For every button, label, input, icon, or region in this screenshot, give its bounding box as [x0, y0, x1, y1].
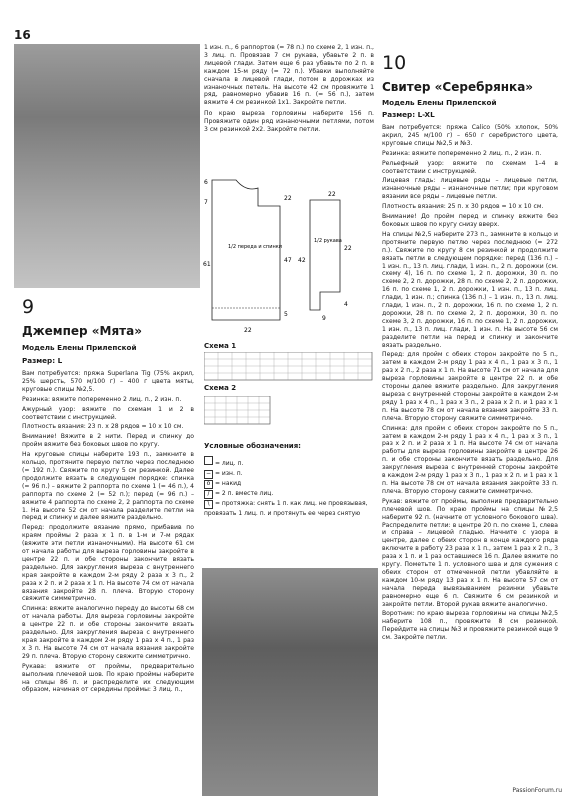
pattern-number-9: 9: [22, 296, 35, 318]
knit-symbol-icon: [204, 456, 213, 465]
paragraph: Вам потребуется: пряжа Calico (50% хлопок, 50% акрил, 245 м/100 г) – 650 г серебристого цвета, круговые спицы №2,5 и №3.: [382, 124, 558, 147]
paragraph: Спинка: для пройм с обеих сторон закройте по 5 п., затем в каждом 2-м ряду 1 раз х 4 п., 1 раз х 3 п., 1 раз х 2 п. и 2 раза х 1 п. На высоте 74 см от начала работы для выреза горловины закройте в центре 26 п. и обе стороны закончите вязать раздельно. Для закругления выреза с внутренней стороны закройте в каждом 2-м ряду 1 раз х 3 п., 1 раз х 2 п. и 1 раз х 1 п. На высоте 78 см от начала вязания закройте 33 п. плеча. Вторую сторону свяжите симметрично.: [382, 424, 558, 495]
right-instructions: [382, 124, 558, 642]
legend-item: = лиц. п.: [204, 456, 376, 469]
k2tog-symbol-icon: /: [204, 490, 213, 499]
legend-item: o = накид: [204, 479, 376, 489]
paragraph: Воротник: по краю выреза горловины на спицы №2,5 наберите 108 п., провяжите 8 см резинкой. Перейдите на спицы №3 и провяжите резинкой еще 9 см. Закройте петли.: [382, 610, 558, 642]
paragraph: Рукава: вяжите от проймы, предварительно выполнив плечевой шов. По краю проймы наберите на спицы 86 п. и распределите их следующим образом, начиная от середины проймы: 3 лиц. п.,: [22, 662, 194, 694]
dim-label: 42: [298, 257, 306, 264]
dim-label: 4: [344, 301, 348, 308]
paragraph: Спинка: вяжите аналогично переду до высоты 68 см от начала работы. Для выреза горловины закройте в центре 22 п. и обе стороны закончите вязать раздельно. Для закругления выреза с внутреннего края закройте в каждом 2-м ряду 1 раз х 4 п., 1 раз х 3 п. На высоте 74 см от начала вязания закройте 29 п. плеча. Вторую сторону свяжите симметрично.: [22, 605, 194, 660]
paragraph: Лицевая гладь: лицевые ряды – лицевые петли, изнаночные ряды – изнаночные петли; при круговом вязании все ряды – лицевые петли.: [382, 177, 558, 201]
paragraph: Рельефный узор: вяжите по схемам 1–4 в соответствии с инструкцией.: [382, 159, 558, 175]
dim-label: 22: [344, 245, 352, 252]
middle-instructions: [204, 44, 374, 134]
dim-label: 22: [284, 195, 292, 202]
dim-label: 9: [322, 315, 326, 322]
dim-label: 7: [204, 199, 208, 206]
legend-title: Условные обозначения:: [204, 442, 301, 450]
left-instructions: [22, 370, 194, 694]
paragraph: На круговые спицы наберите 193 п., замкните в кольцо, протяните первую петлю через последнюю (= 192 п.). Свяжите по кругу 5 см резинкой. Далее продолжите вязать в следующем порядке: спинка (= 96 п.) – вяжите 2 раппорта по схеме 1 (= 46 п.), 4 раппорта по схеме 2 (= 52 п.); перед (= 96 п.) – вяжите 4 раппорта по схеме 2, 2 раппорта по схеме 1. На высоте 52 см от начала разделите петли на перед и спинку и далее вяжите раздельно.: [22, 451, 194, 522]
dim-label: 22: [244, 327, 252, 334]
sleeve-piece-label: 1/2 рукава: [314, 238, 342, 244]
designer-credit: Модель Елены Прилепской: [22, 343, 137, 352]
paragraph: Внимание! Вяжите в 2 нити. Перед и спинку до пройм вяжите без боковых швов по кругу.: [22, 433, 194, 449]
paragraph: Ажурный узор: вяжите по схемам 1 и 2 в соответствии с инструкцией.: [22, 405, 194, 421]
paragraph: 1 изн. п., 6 раппортов (= 78 п.) по схеме 2, 1 изн. п., 3 лиц. п. Провязав 7 см рукава, убавьте 2 п. в лицевой глади. Затем еще 6 раз убавьте по 2 п. в каждом 15-м ряду (= 72 п.). Убавки выполняйте сначала в лицевой глади, потом в дорожках из изнаночных петель. На высоте 42 см провяжите 1 ряд, равномерно убавив 16 п. (= 56 п.), затем вяжите 4 см резинкой 1х1. Закройте петли.: [204, 44, 374, 107]
body-piece-label: 1/2 переда и спинки: [228, 244, 282, 250]
dim-label: 5: [284, 311, 288, 318]
dim-label: 47: [284, 257, 292, 264]
legend-item: \ = протяжка: снять 1 п. как лиц. не провязывая, провязать 1 лиц. п. и протянуть ее через снятую: [204, 500, 368, 517]
size-label: Размер: L-XL: [382, 110, 435, 119]
schema-2-title: Схема 2: [204, 384, 237, 392]
designer-credit: Модель Елены Прилепской: [382, 98, 497, 107]
paragraph: Плотность вязания: 25 п. х 30 рядов = 10 х 10 см.: [382, 203, 544, 211]
dim-label: 22: [328, 191, 336, 198]
legend-item: − = изн. п.: [205, 470, 243, 477]
dim-label: 6: [204, 179, 208, 186]
chart-schema-2: [204, 396, 274, 426]
purl-symbol-icon: −: [205, 470, 212, 477]
model-photo-silver-sweater: [202, 568, 378, 796]
pattern-title-silver: Свитер «Серебрянка»: [382, 80, 534, 94]
ssk-symbol-icon: \: [204, 500, 213, 509]
paragraph: Внимание! До пройм перед и спинку вяжите без боковых швов по кругу снизу вверх.: [382, 213, 558, 228]
chart-schema-1: [204, 352, 374, 382]
dim-label: 61: [203, 261, 211, 268]
paragraph: Перед: для пройм с обеих сторон закройте по 5 п., затем в каждом 2-м ряду 1 раз х 4 п., 1 раз х 3 п., 1 раз х 2 п., 2 раза х 1 п. На высоте 71 см от начала для выреза горловины закройте в центре 22 п. и обе стороны далее вяжите раздельно. Для закругления выреза с внутренней стороны закройте в каждом 2-м ряду 1 раз х 4 п., 1 раз х 3 п., 2 раза х 2 п. и 1 раз х 1 п. На высоте 78 см от начала вязания закройте 33 п. плеча. Вторую сторону свяжите симметрично.: [382, 351, 558, 422]
page-number: 16: [14, 28, 31, 42]
legend-list: [204, 456, 376, 519]
model-photo-mint-sweater: [14, 44, 200, 288]
paragraph: Вам потребуется: пряжа Superlana Tig (75% акрил, 25% шерсть, 570 м/100 г) – 400 г цвета мяты, круговые спицы №2,5.: [22, 370, 194, 393]
paragraph: По краю выреза горловины наберите 156 п. Провяжите один ряд изнаночными петлями, потом 3 см резинкой 2х2. Закройте петли.: [204, 110, 374, 134]
yarn-over-symbol-icon: o: [204, 480, 213, 489]
paragraph: Плотность вязания: 23 п. х 28 рядов = 10 х 10 см.: [22, 423, 184, 431]
garment-schematic: [200, 170, 378, 340]
paragraph: Резинка: вяжите попеременно 2 лиц. п., 2 изн. п.: [22, 395, 182, 403]
pattern-number-10: 10: [382, 52, 407, 74]
pattern-title-mint: Джемпер «Мята»: [22, 324, 142, 338]
paragraph: Резинка: вяжите попеременно 2 лиц. п., 2 изн. п.: [382, 149, 542, 157]
paragraph: Перед: продолжите вязание прямо, прибавив по краям проймы 2 раза х 1 п. в 1-м и 7-м рядах (вяжите эти петли изнаночными). На высоте 61 см от начала работы для выреза горловины закройте в центре 22 п. и обе стороны закончите вязать раздельно. Для закругления выреза с внутреннего края закройте в каждом 2-м ряду 2 раза х 3 п., 2 раза х 2 п. и 2 раза х 1 п. На высоте 74 см от начала вязания закройте 28 п. плеча. Вторую сторону свяжите симметрично.: [22, 524, 194, 603]
paragraph: Рукав: вяжите от проймы, выполнив предварительно плечевой шов. По краю проймы на спицы №2,5 наберите 92 п. (начните от условного бокового шва). Распределите петли: в центре 20 п. по схеме 1, слева и справа – лицевой гладью. Начните с узора в центре, далее с обеих сторон в конце каждого ряда включите в работу 23 раза х 1 п., затем 1 раз х 2 п., 3 раза х 1 п. и 1 раз оставшиеся 16 п. Далее вяжите по кругу. Пометьте 1 п. условного шва и для сужения с обеих сторон от отмеченной петли убавляйте в каждом 10-м ряду 13 раз х 1 п. На высоте 57 см от начала переда вывязыванием резинки убавьте равномерно еще 6 п. Свяжите 6 см резинкой и закройте петли. Второй рукав вяжите аналогично.: [382, 497, 558, 608]
site-watermark: PassionForum.ru: [512, 787, 562, 794]
paragraph: На спицы №2,5 наберите 273 п., замкните в кольцо и протяните первую петлю через последнюю (= 272 п.). Свяжите по кругу 8 см резинкой и продолжите вязать петли в следующем порядке: перед (136 п.) – 1 изн. п., 13 п. лиц. глади, 1 изн. п., 2 п. дорожки (см. схему 4), 16 п. по схеме 1, 2 п. дорожки, 30 п. по схеме 2, 2 п. дорожки, 28 п. по схеме 2, 2 п. дорожки, 16 п. по схеме 1, 2 п. дорожки, 1 изн. п., 13 п. лиц. глади, 1 изн. п.; спинка (136 п.) – 1 изн. п., 13 п. лиц. глади, 1 изн. п., 2 п. дорожки, 16 п. по схеме 1, 2 п. дорожки, 28 п. по схеме 2, 2 п. дорожки, 30 п. по схеме 3, 2 п. дорожки, 16 п. по схеме 1, 2 п. дорожки, 1 изн. п., 13 п. лиц. глади, 1 изн. п. На высоте 56 см разделите петли на перед и спинку и закончите вязать раздельно.: [382, 230, 558, 349]
legend-item: / = 2 п. вместе лиц.: [204, 489, 376, 499]
schema-1-title: Схема 1: [204, 342, 237, 350]
size-label: Размер: L: [22, 356, 63, 365]
